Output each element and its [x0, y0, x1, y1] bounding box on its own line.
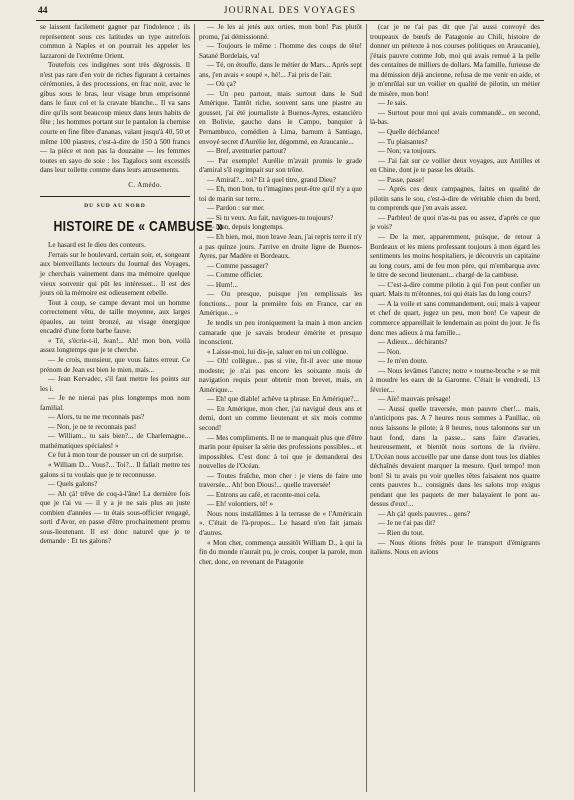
paragraph: « Té, s'écrie-t-il, Jean!... Ah! mon bon, voilà assez longtemps que je te cherche.: [40, 336, 190, 355]
column-2: [199, 23, 362, 794]
paragraph: — Tu plaisantes?: [378, 137, 428, 146]
column-3: [370, 23, 540, 794]
paragraph: — J'ai fait sur ce voilier deux voyages, aux Antilles et en Chine, dont je te passe les détails.: [370, 156, 540, 175]
paragraph: « William D... Vous?... Toi?... Il fallait mettre tes galons si tu voulais que je te reconnusse.: [40, 460, 190, 479]
paragraph: — Nous levâmes l'ancre; notre « tourne-broche » se mit à moudre les eaux de la Garonne. C'était le vendredi, 13 février...: [370, 366, 540, 394]
paragraph: — Toujours le même : l'homme des coups de tête! Satané Bordelais, va!: [199, 42, 362, 60]
paragraph: — Je sais.: [378, 99, 408, 108]
page-number: 44: [38, 6, 48, 16]
paragraph: Tout à coup, se campe devant moi un homme correctement vêtu, de taille moyenne, aux larges épaules, au teint bronzé, au visage énergique encadré d'une forte barbe fauve.: [40, 298, 190, 336]
paragraph: — Hum!...: [207, 280, 238, 289]
paragraph: — Amiral?... toi? Et à quel titre, grand Dieu?: [207, 175, 336, 184]
paragraph: « Mon cher, commença aussitôt William D., à qui la fin du monde n'aurait pu, je crois, couper la parole, mon cher, donc, en revenant de Patagonie: [199, 538, 362, 566]
article-separator: [40, 196, 190, 197]
paragraph: — Eh bien, moi, mon brave Jean, j'ai repris terre il n'y a pas quinze jours. J'arrive en droite ligne de Buenos-Ayres, par Madère et Bordeaux.: [199, 233, 362, 261]
paragraph: — Où ça?: [207, 80, 236, 89]
paragraph: — Je crois, monsieur, que vous faites erreur. Ce prénom de Jean est bien le mien, mais...: [40, 355, 190, 374]
paragraph: — Quelle déchéance!: [378, 128, 440, 137]
paragraph: — Jean Kervadec, s'il faut mettre les points sur les i.: [40, 375, 190, 393]
paragraph: — Je m'en doute.: [378, 357, 428, 366]
paragraph: — Après ces deux campagnes, faites en qualité de pilotin sans le sou, c'est-à-dire de véritable chien du bord, tu comprends que j'en avais assez.: [370, 185, 540, 213]
section-kicker: DU SUD AU NORD: [84, 203, 146, 210]
paragraph: — Ah çà! quels pauvres... gens?: [378, 509, 471, 518]
paragraph: Toutefois ces indigènes sont très dégrossis. Il n'est pas rare d'en voir de riches figurant à certaines cérémonies, à des processions, en frac noir, avec le gibus sous le bras, leur visage brun emprisonné dans le faux col et la cravate blanche... Il va sans dire qu'ils sont beaucoup mieux dans leurs habits de fête ; les hommes portant sur le pantalon la chemise courte en fine fibre d'ananas, valant jusqu'à 40, 50 et même 100 piastres, c'est-à-dire de 150 à 500 francs — la pièce et non pas la douzaine — les femmes toutes en sayo de soie : les Tagalocs sont excessifs dans leur toilette comme dans leurs amusements.: [40, 61, 190, 175]
paragraph: — De la mer, apparemment, puisque, de retour à Bordeaux et les miens professant toujours à mon égard les sentiments les moins hospitaliers, je découvris un capitaine au long cours, ami de feu mon père, qui m'embarqua avec le titre de second lieutenant... chargé de la cambuse.: [370, 233, 540, 280]
paragraph: — En Amérique, mon cher, j'ai navigué deux ans et demi, dont un comme lieutenant et six mois comme second!: [199, 404, 362, 432]
paragraph: — Aussi quelle traversée, mon pauvre cher!... mais, n'anticipons pas. A 7 heures nous sommes à Pauillac, où nous laissons le pilote; à 8 heures, nous talonnons sur un haut fond, dans la passe... sans faire d'avaries, heureusement, et bientôt nous sortons de la rivière. L'Océan nous accueille par une danse dont tous les diables déchaînés devaient marquer la mesure. Quel tempo! mon bon! Si tu avais pu voir quelles têtes faisaient nos quatre cents pauvres b... consignés dans les salons trop exigus pendant que les paquets de mer balayaient le pont au-dessus d'eux!...: [370, 404, 540, 509]
paragraph: — Non, je ne te reconnais pas!: [48, 422, 137, 431]
paragraph: — Je ne t'ai pas dit?: [378, 519, 436, 528]
paragraph: J'errais sur le boulevard, certain soir, et, songeant aux bienveillants lecteurs du Journal des Voyages, je cherchais vainement dans ma mémoire quelque vieux souvenir qui pût les intéresser... Il est des jours où la mémoire est odieusement rebelle.: [40, 250, 190, 298]
previous-article-end: [40, 23, 190, 176]
paragraph: (car je ne t'ai pas dit que j'ai aussi convoyé des troupeaux de bœufs de Patagonie au Chili, histoire de donner un prétexte à nos courses politiques en Araucanie), j'étais pauvre comme Job, moi qui avais remué à la pelle des centaines de milliers de dollars. Ma famille, furieuse de ma démission déjà ancienne, refusa de me venir en aide, et je m'enrôlai sur un voilier en qualité de pilotin, un métier de misère, mon bon!: [370, 23, 540, 98]
paragraph: — Entrons au café, et raconte-moi cela.: [207, 490, 321, 499]
paragraph: Je tendis un peu ironiquement la main à mon ancien camarade que je savais brodeur émérite et presque inconscient.: [199, 318, 362, 347]
paragraph: — Je ne nierai pas plus longtemps mon nom familial.: [40, 394, 190, 412]
column-divider-1: [194, 24, 195, 792]
paragraph: — Non; va toujours.: [378, 147, 437, 156]
paragraph: — Oh! collègue... pas si vite, fit-il avec une moue modeste; je n'ai pas encore les soixante mois de navigation requis pour obtenir mon brevet, mais, en Amérique...: [199, 357, 362, 394]
paragraph: — Comme passager?: [207, 261, 269, 270]
paragraph: — Aïe! mauvais présage!: [378, 395, 451, 404]
paragraph: — Eh! volontiers, té! »: [207, 500, 274, 509]
paragraph: — Si tu veux. Au fait, navigues-tu toujours?: [207, 213, 334, 222]
paragraph: — Comme officier.: [207, 271, 263, 280]
paragraph: — Pardon : sur mer.: [207, 204, 265, 213]
paragraph: — Eh, mon bon, tu t'imagines peut-être qu'il n'y a que toi de marin sur terre...: [199, 185, 362, 203]
journal-title: JOURNAL DES VOYAGES: [223, 6, 357, 16]
paragraph: — Non, depuis longtemps.: [207, 223, 284, 232]
article-body: [40, 241, 190, 547]
paragraph: — Par exemple! Aurélie m'avait promis le grade d'amiral s'il regrimpait sur son trône.: [199, 156, 362, 175]
paragraph: — Té, on étouffe, dans le métier de Mars... Après sept ans, j'en avais « soupé », hé!... J'ai pris de l'air.: [199, 61, 362, 79]
paragraph: — Adieux... déchirants?: [378, 338, 448, 347]
running-header: [36, 4, 544, 20]
paragraph: — Mes compliments. Il ne te manquait plus que d'être marin pour épuiser la série des professions possibles... et impossibles. C'est donc à toi que je demanderai des nouvelles de l'Océan.: [199, 433, 362, 471]
paragraph: — C'est-à-dire comme pilotin à qui l'on peut confier un quart. Mais tu m'étonnes, toi qui étais las du long cours?: [370, 280, 540, 299]
paragraph: — Quels galons?: [48, 480, 98, 489]
paragraph: — Passe, passe!: [378, 175, 425, 184]
paragraph: — William... tu sais bien?... de Charlemagne... mathématiques spéciales! »: [40, 432, 190, 450]
paragraph: — Ah çà! trêve de coq-à-l'âne! La dernière fois que je t'ai vu — il y a je ne sais plus au juste combien d'années — tu étais sous-officier rengagé, sorti d'Avor, en passe d'être prochainement promu sous-lieutenant. Il est donc naturel que je te demande : Et tes galons?: [40, 489, 190, 546]
paragraph: — Non.: [378, 347, 402, 356]
header-rule: [36, 20, 544, 21]
paragraph: — Eh! que diable! achève ta phrase. En Amérique?...: [207, 395, 359, 404]
paragraph: — Toutes fraîche, mon cher : je viens de faire une traversée... Ah! bon Dious!... quelle traversée!: [199, 471, 362, 490]
paragraph: « Laisse-moi, lui dis-je, saluer en toi un collègue.: [207, 347, 348, 356]
paragraph: se laissent facilement gagner par l'indolence ; ils représentent sous ces latitudes un type autrefois commun à Naples et on pourrait les appeler les lazzaroni de l'extrême Orient.: [40, 23, 190, 60]
paragraph: — Alors, tu ne me reconnais pas?: [48, 413, 145, 422]
paragraph: Nous nous installâmes à la terrasse de « l'Américain ». C'était de l'à-propos... Le hasard n'en fait jamais d'autres.: [199, 509, 362, 537]
paragraph: — Surtout pour moi qui avais commandé... en second, là-bas.: [370, 108, 540, 127]
article-headline: HISTOIRE DE « CAMBUSE »: [53, 217, 224, 235]
paragraph: — Nous étions frétés pour le transport d'émigrants italiens. Nous en avions: [370, 538, 540, 557]
paragraph: — Bref, aventurier partout?: [207, 147, 287, 156]
paragraph: Ce fut à mon tour de pousser un cri de surprise.: [48, 451, 184, 460]
paragraph: — Parbleu! de quoi n'as-tu pas eu assez, d'après ce que je vois?: [370, 213, 540, 232]
author-signature: C. Amédo.: [128, 180, 162, 189]
paragraph: — Je les ai jetés aux orties, mon bon! Pas plutôt promu, j'ai démissionné.: [199, 23, 362, 41]
paragraph: — Rien du tout.: [378, 528, 425, 537]
paragraph: — Un peu partout, mais surtout dans le Sud Amérique. Tantôt riche, souvent sans une piastre au gousset, j'ai été journaliste à Buenos-Ayres, estancièro en Bolivie, gaucho dans le Campo, banquier à Pernambuco, comédien à Lima, barnum à Santiago, envoyé secret d'Aurélie Ier, dégommé, en Araucanie...: [199, 89, 362, 146]
paragraph: Le hasard est le dieu des conteurs.: [48, 241, 146, 250]
paragraph: — Ou presque, puisque j'en remplissais les fonctions... pour la première fois en France, car en Amérique... »: [199, 290, 362, 318]
column-divider-2: [366, 24, 367, 792]
paragraph: — A la voile et sans commandement, oui; mais à vapeur et chef de quart, jugez un peu, mon bon! Ce vapeur de commerce appareillait le lendemain au point du jour. Je fis donc mes adieux à ma famille...: [370, 299, 540, 337]
